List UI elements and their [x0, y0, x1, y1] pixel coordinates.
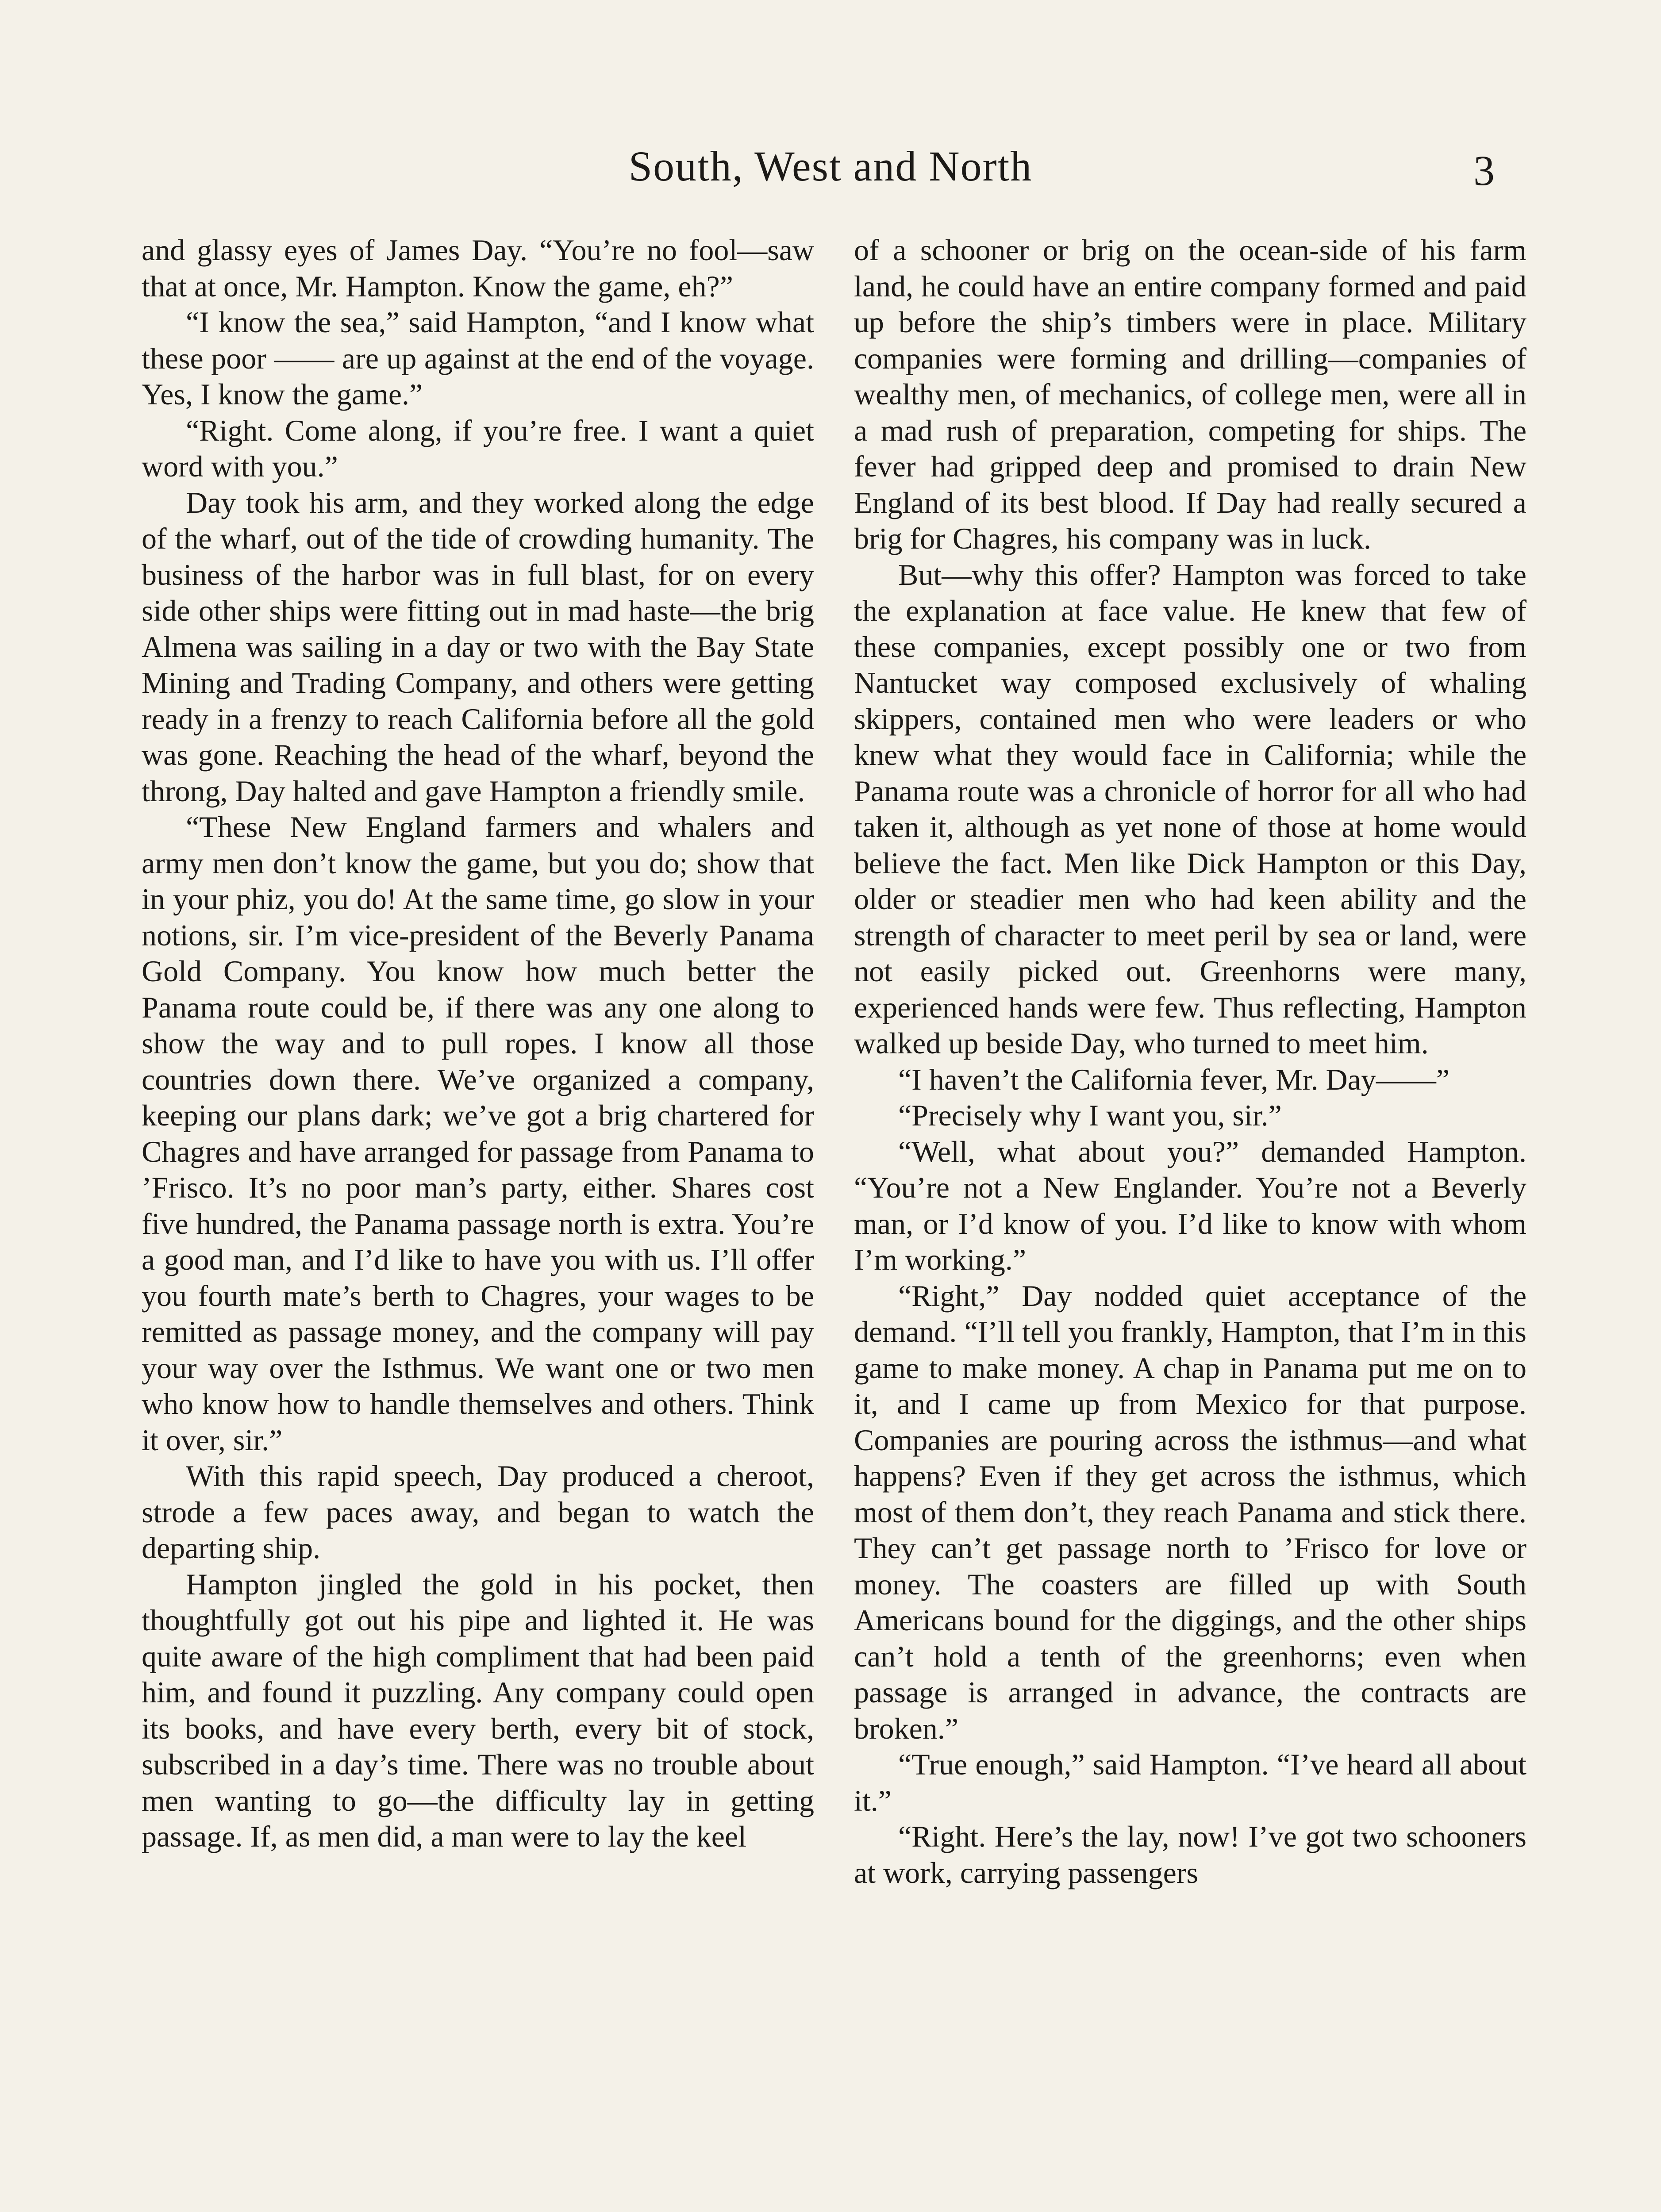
paragraph: “Well, what about you?” demanded Hampton. “You’re not a New Englander. You’re not a Beverly man, or I’d know of you. I’d like to know with whom I’m working.” [854, 1134, 1526, 1276]
paragraph: of a schooner or brig on the ocean-side of his farm land, he could have an entire company formed and paid up before the ship’s timbers were in place. Military companies were forming and drilling—companies of wealthy men, of mechanics, of college men, were all in a mad rush of preparation, competing for ships. The fever had gripped deep and promised to drain New England of its best blood. If Day had really secured a brig for Chagres, his company was in luck. [854, 233, 1526, 555]
paragraph: “These New England farmers and whalers and army men don’t know the game, but you do; show that in your phiz, you do! At the same time, go slow in your notions, sir. I’m vice-president of the Beverly Panama Gold Company. You know how much better the Panama route could be, if there was any one along to show the way and to pull ropes. I know all those countries down there. We’ve organized a company, keeping our plans dark; we’ve got a brig chartered for Chagres and have arranged for passage from Panama to ’Frisco. It’s no poor man’s party, either. Shares cost five hundred, the Panama passage north is extra. You’re a good man, and I’d like to have you with us. I’ll offer you fourth mate’s berth to Chagres, your wages to be remitted as passage money, and the company will pay your way over the Isthmus. We want one or two men who know how to handle themselves and others. Think it over, sir.” [142, 810, 814, 1457]
paragraph: Day took his arm, and they worked along the edge of the wharf, out of the tide of crowding humanity. The business of the harbor was in full blast, for on every side other ships were fitting out in mad haste—the brig Almena was sailing in a day or two with the Bay State Mining and Trading Company, and others were getting ready in a frenzy to reach California before all the gold was gone. Reaching the head of the wharf, beyond the throng, Day halted and gave Hampton a friendly smile. [142, 485, 814, 808]
paragraph: “Right,” Day nodded quiet acceptance of the demand. “I’ll tell you frankly, Hampton, that I’m in this game to make money. A chap in Panama put me on to it, and I came up from Mexico for that purpose. Companies are pouring across the isthmus—and what happens? Even if they get across the isthmus, which most of them don’t, they reach Panama and stick there. They can’t get passage north to ’Frisco for love or money. The coasters are filled up with South Americans bound for the diggings, and the other ships can’t hold a tenth of the greenhorns; even when passage is arranged in advance, the contracts are broken.” [854, 1279, 1526, 1745]
page-number: 3 [1473, 147, 1495, 194]
left-text-column [142, 232, 814, 1855]
page-header [0, 133, 1661, 199]
running-title: South, West and North [628, 142, 1033, 190]
paragraph: “Precisely why I want you, sir.” [898, 1098, 1282, 1132]
paragraph: But—why this offer? Hampton was forced to take the explanation at face value. He knew that few of these companies, except possibly one or two from Nantucket way composed exclusively of whaling skippers, contained men who were leaders or who knew what they would face in California; while the Panama route was a chronicle of horror for all who had taken it, although as yet none of those at home would believe the fact. Men like Dick Hampton or this Day, older or steadier men who had keen ability and the strength of character to meet peril by sea or land, were not easily picked out. Greenhorns were many, experienced hands were few. Thus reflecting, Hampton walked up beside Day, who turned to meet him. [854, 557, 1526, 1060]
paragraph: “I haven’t the California fever, Mr. Day——” [898, 1062, 1450, 1096]
paragraph: “Right. Come along, if you’re free. I want a quiet word with you.” [142, 413, 814, 483]
right-text-column [854, 232, 1526, 1891]
paragraph: “I know the sea,” said Hampton, “and I know what these poor —— are up against at the end of the voyage. Yes, I know the game.” [142, 305, 814, 411]
paragraph: and glassy eyes of James Day. “You’re no fool—saw that at once, Mr. Hampton. Know the game, eh?” [142, 233, 814, 303]
paragraph: “True enough,” said Hampton. “I’ve heard all about it.” [854, 1747, 1526, 1817]
paragraph: “Right. Here’s the lay, now! I’ve got two schooners at work, carrying passengers [854, 1820, 1526, 1889]
paragraph: With this rapid speech, Day produced a cheroot, strode a few paces away, and began to watch the departing ship. [142, 1459, 814, 1565]
paragraph: Hampton jingled the gold in his pocket, then thoughtfully got out his pipe and lighted it. He was quite aware of the high compliment that had been paid him, and found it puzzling. Any company could open its books, and have every berth, every bit of stock, subscribed in a day’s time. There was no trouble about men wanting to go—the difficulty lay in getting passage. If, as men did, a man were to lay the keel [142, 1567, 814, 1853]
